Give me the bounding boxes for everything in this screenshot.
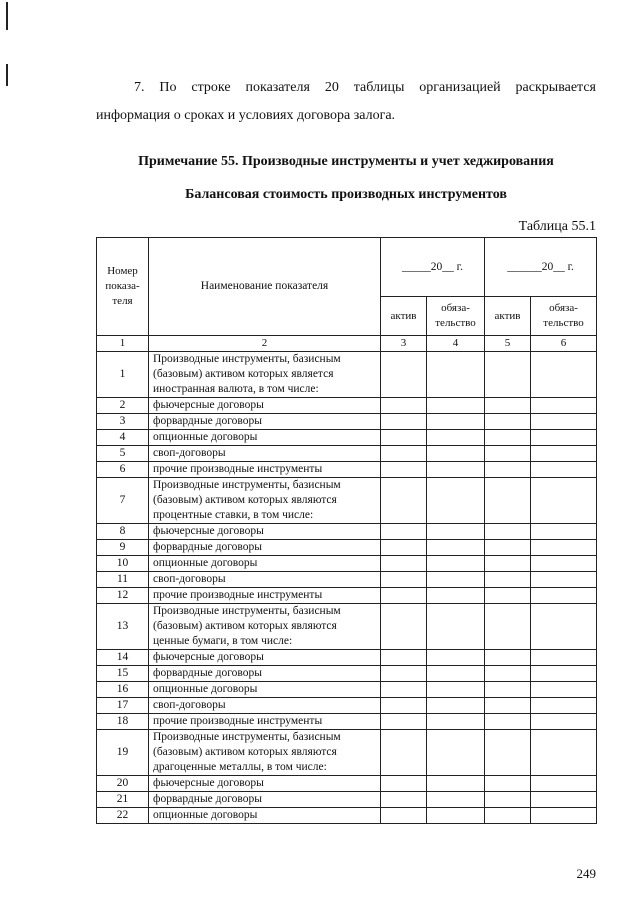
value-cell	[531, 808, 597, 824]
value-cell	[531, 776, 597, 792]
row-name: опционные договоры	[149, 430, 381, 446]
header-asset-2: актив	[485, 297, 531, 336]
value-cell	[381, 478, 427, 524]
margin-mark	[6, 64, 8, 86]
row-name: фьючерсные договоры	[149, 650, 381, 666]
table-row	[97, 478, 597, 524]
value-cell	[427, 446, 485, 462]
table-row	[97, 588, 597, 604]
value-cell	[381, 352, 427, 398]
row-name: Производные инструменты, базисным (базовым) активом которых являются процентные ставки, в том числе:	[149, 478, 381, 524]
value-cell	[381, 572, 427, 588]
col-number: 4	[427, 336, 485, 352]
header-num: Номер показа-теля	[97, 238, 149, 336]
value-cell	[427, 352, 485, 398]
value-cell	[381, 698, 427, 714]
table-row	[97, 540, 597, 556]
row-name: Производные инструменты, базисным (базовым) активом которых являются ценные бумаги, в том числе:	[149, 604, 381, 650]
value-cell	[427, 556, 485, 572]
value-cell	[381, 462, 427, 478]
row-name: опционные договоры	[149, 808, 381, 824]
value-cell	[427, 604, 485, 650]
table-row	[97, 414, 597, 430]
value-cell	[427, 730, 485, 776]
value-cell	[381, 792, 427, 808]
value-cell	[427, 776, 485, 792]
row-name: опционные договоры	[149, 682, 381, 698]
value-cell	[381, 524, 427, 540]
value-cell	[531, 352, 597, 398]
value-cell	[427, 682, 485, 698]
value-cell	[531, 398, 597, 414]
value-cell	[485, 398, 531, 414]
value-cell	[485, 524, 531, 540]
row-number: 5	[97, 446, 149, 462]
value-cell	[531, 714, 597, 730]
value-cell	[531, 572, 597, 588]
value-cell	[381, 588, 427, 604]
value-cell	[427, 430, 485, 446]
value-cell	[381, 414, 427, 430]
value-cell	[531, 462, 597, 478]
header-liability-1: обяза-тельство	[427, 297, 485, 336]
value-cell	[381, 556, 427, 572]
value-cell	[427, 808, 485, 824]
table-row	[97, 604, 597, 650]
table-row	[97, 572, 597, 588]
header-period-1: _____20__ г.	[381, 238, 485, 297]
value-cell	[427, 666, 485, 682]
row-number: 7	[97, 478, 149, 524]
value-cell	[381, 776, 427, 792]
row-name: форвардные договоры	[149, 666, 381, 682]
value-cell	[485, 682, 531, 698]
table-row	[97, 714, 597, 730]
row-number: 17	[97, 698, 149, 714]
value-cell	[531, 540, 597, 556]
value-cell	[531, 556, 597, 572]
row-name: прочие производные инструменты	[149, 462, 381, 478]
value-cell	[485, 446, 531, 462]
value-cell	[531, 666, 597, 682]
value-cell	[485, 730, 531, 776]
value-cell	[427, 714, 485, 730]
value-cell	[427, 414, 485, 430]
value-cell	[485, 588, 531, 604]
value-cell	[485, 714, 531, 730]
value-cell	[485, 604, 531, 650]
value-cell	[381, 446, 427, 462]
row-number: 21	[97, 792, 149, 808]
value-cell	[381, 666, 427, 682]
value-cell	[485, 414, 531, 430]
row-number: 1	[97, 352, 149, 398]
value-cell	[531, 524, 597, 540]
value-cell	[427, 478, 485, 524]
row-number: 13	[97, 604, 149, 650]
table-row	[97, 462, 597, 478]
row-number: 3	[97, 414, 149, 430]
value-cell	[531, 792, 597, 808]
value-cell	[531, 446, 597, 462]
row-name: фьючерсные договоры	[149, 776, 381, 792]
value-cell	[531, 650, 597, 666]
header-asset-1: актив	[381, 297, 427, 336]
value-cell	[531, 604, 597, 650]
table-row	[97, 698, 597, 714]
value-cell	[427, 398, 485, 414]
margin-mark	[6, 2, 8, 30]
row-number: 18	[97, 714, 149, 730]
row-name: прочие производные инструменты	[149, 588, 381, 604]
table-subtitle: Балансовая стоимость производных инструментов	[185, 187, 507, 202]
value-cell	[531, 588, 597, 604]
col-number: 1	[97, 336, 149, 352]
row-number: 19	[97, 730, 149, 776]
value-cell	[485, 556, 531, 572]
table-row	[97, 682, 597, 698]
value-cell	[381, 430, 427, 446]
row-number: 10	[97, 556, 149, 572]
value-cell	[381, 682, 427, 698]
value-cell	[531, 478, 597, 524]
row-name: своп-договоры	[149, 572, 381, 588]
table-row	[97, 446, 597, 462]
row-number: 12	[97, 588, 149, 604]
value-cell	[381, 714, 427, 730]
row-name: форвардные договоры	[149, 414, 381, 430]
row-name: форвардные договоры	[149, 792, 381, 808]
value-cell	[485, 776, 531, 792]
value-cell	[485, 478, 531, 524]
value-cell	[427, 698, 485, 714]
row-number: 11	[97, 572, 149, 588]
value-cell	[381, 540, 427, 556]
value-cell	[485, 540, 531, 556]
value-cell	[485, 430, 531, 446]
col-number: 5	[485, 336, 531, 352]
value-cell	[485, 352, 531, 398]
row-name: фьючерсные договоры	[149, 524, 381, 540]
row-number: 4	[97, 430, 149, 446]
row-number: 6	[97, 462, 149, 478]
value-cell	[485, 808, 531, 824]
row-number: 9	[97, 540, 149, 556]
derivatives-table	[96, 237, 597, 824]
note-title: Примечание 55. Производные инструменты и учет хеджирования	[138, 154, 554, 169]
table-row	[97, 352, 597, 398]
value-cell	[427, 462, 485, 478]
paragraph-line-1: 7. По строке показателя 20 таблицы организацией раскрывается	[134, 80, 596, 95]
value-cell	[381, 398, 427, 414]
row-number: 14	[97, 650, 149, 666]
value-cell	[485, 572, 531, 588]
value-cell	[485, 650, 531, 666]
table-row	[97, 650, 597, 666]
value-cell	[381, 604, 427, 650]
row-number: 22	[97, 808, 149, 824]
table-row	[97, 556, 597, 572]
header-liability-2: обяза-тельство	[531, 297, 597, 336]
value-cell	[531, 430, 597, 446]
row-number: 20	[97, 776, 149, 792]
value-cell	[531, 414, 597, 430]
value-cell	[381, 730, 427, 776]
col-number: 6	[531, 336, 597, 352]
col-number: 3	[381, 336, 427, 352]
value-cell	[427, 588, 485, 604]
table-row	[97, 398, 597, 414]
value-cell	[427, 524, 485, 540]
value-cell	[381, 808, 427, 824]
table-row	[97, 776, 597, 792]
table-row	[97, 808, 597, 824]
value-cell	[485, 792, 531, 808]
table-row	[97, 730, 597, 776]
row-number: 2	[97, 398, 149, 414]
value-cell	[427, 540, 485, 556]
col-number: 2	[149, 336, 381, 352]
row-number: 8	[97, 524, 149, 540]
table-row	[97, 524, 597, 540]
row-name: форвардные договоры	[149, 540, 381, 556]
value-cell	[427, 792, 485, 808]
row-name: Производные инструменты, базисным (базовым) активом которых являются драгоценные металлы, в том числе:	[149, 730, 381, 776]
value-cell	[485, 698, 531, 714]
value-cell	[427, 572, 485, 588]
page-number: 249	[576, 866, 596, 881]
row-name: своп-договоры	[149, 446, 381, 462]
paragraph-line-2: информация о сроках и условиях договора залога.	[96, 108, 396, 123]
header-period-2: ______20__ г.	[485, 238, 597, 297]
table-row	[97, 792, 597, 808]
value-cell	[531, 682, 597, 698]
row-name: своп-договоры	[149, 698, 381, 714]
row-number: 15	[97, 666, 149, 682]
value-cell	[427, 650, 485, 666]
table-label: Таблица 55.1	[518, 219, 596, 234]
table-row	[97, 430, 597, 446]
row-name: опционные договоры	[149, 556, 381, 572]
row-name: прочие производные инструменты	[149, 714, 381, 730]
row-number: 16	[97, 682, 149, 698]
table-row	[97, 666, 597, 682]
value-cell	[485, 462, 531, 478]
value-cell	[531, 730, 597, 776]
value-cell	[485, 666, 531, 682]
header-name: Наименование показателя	[149, 238, 381, 336]
row-name: фьючерсные договоры	[149, 398, 381, 414]
value-cell	[531, 698, 597, 714]
row-name: Производные инструменты, базисным (базовым) активом которых является иностранная валюта, в том числе:	[149, 352, 381, 398]
paragraph	[96, 74, 596, 130]
value-cell	[381, 650, 427, 666]
